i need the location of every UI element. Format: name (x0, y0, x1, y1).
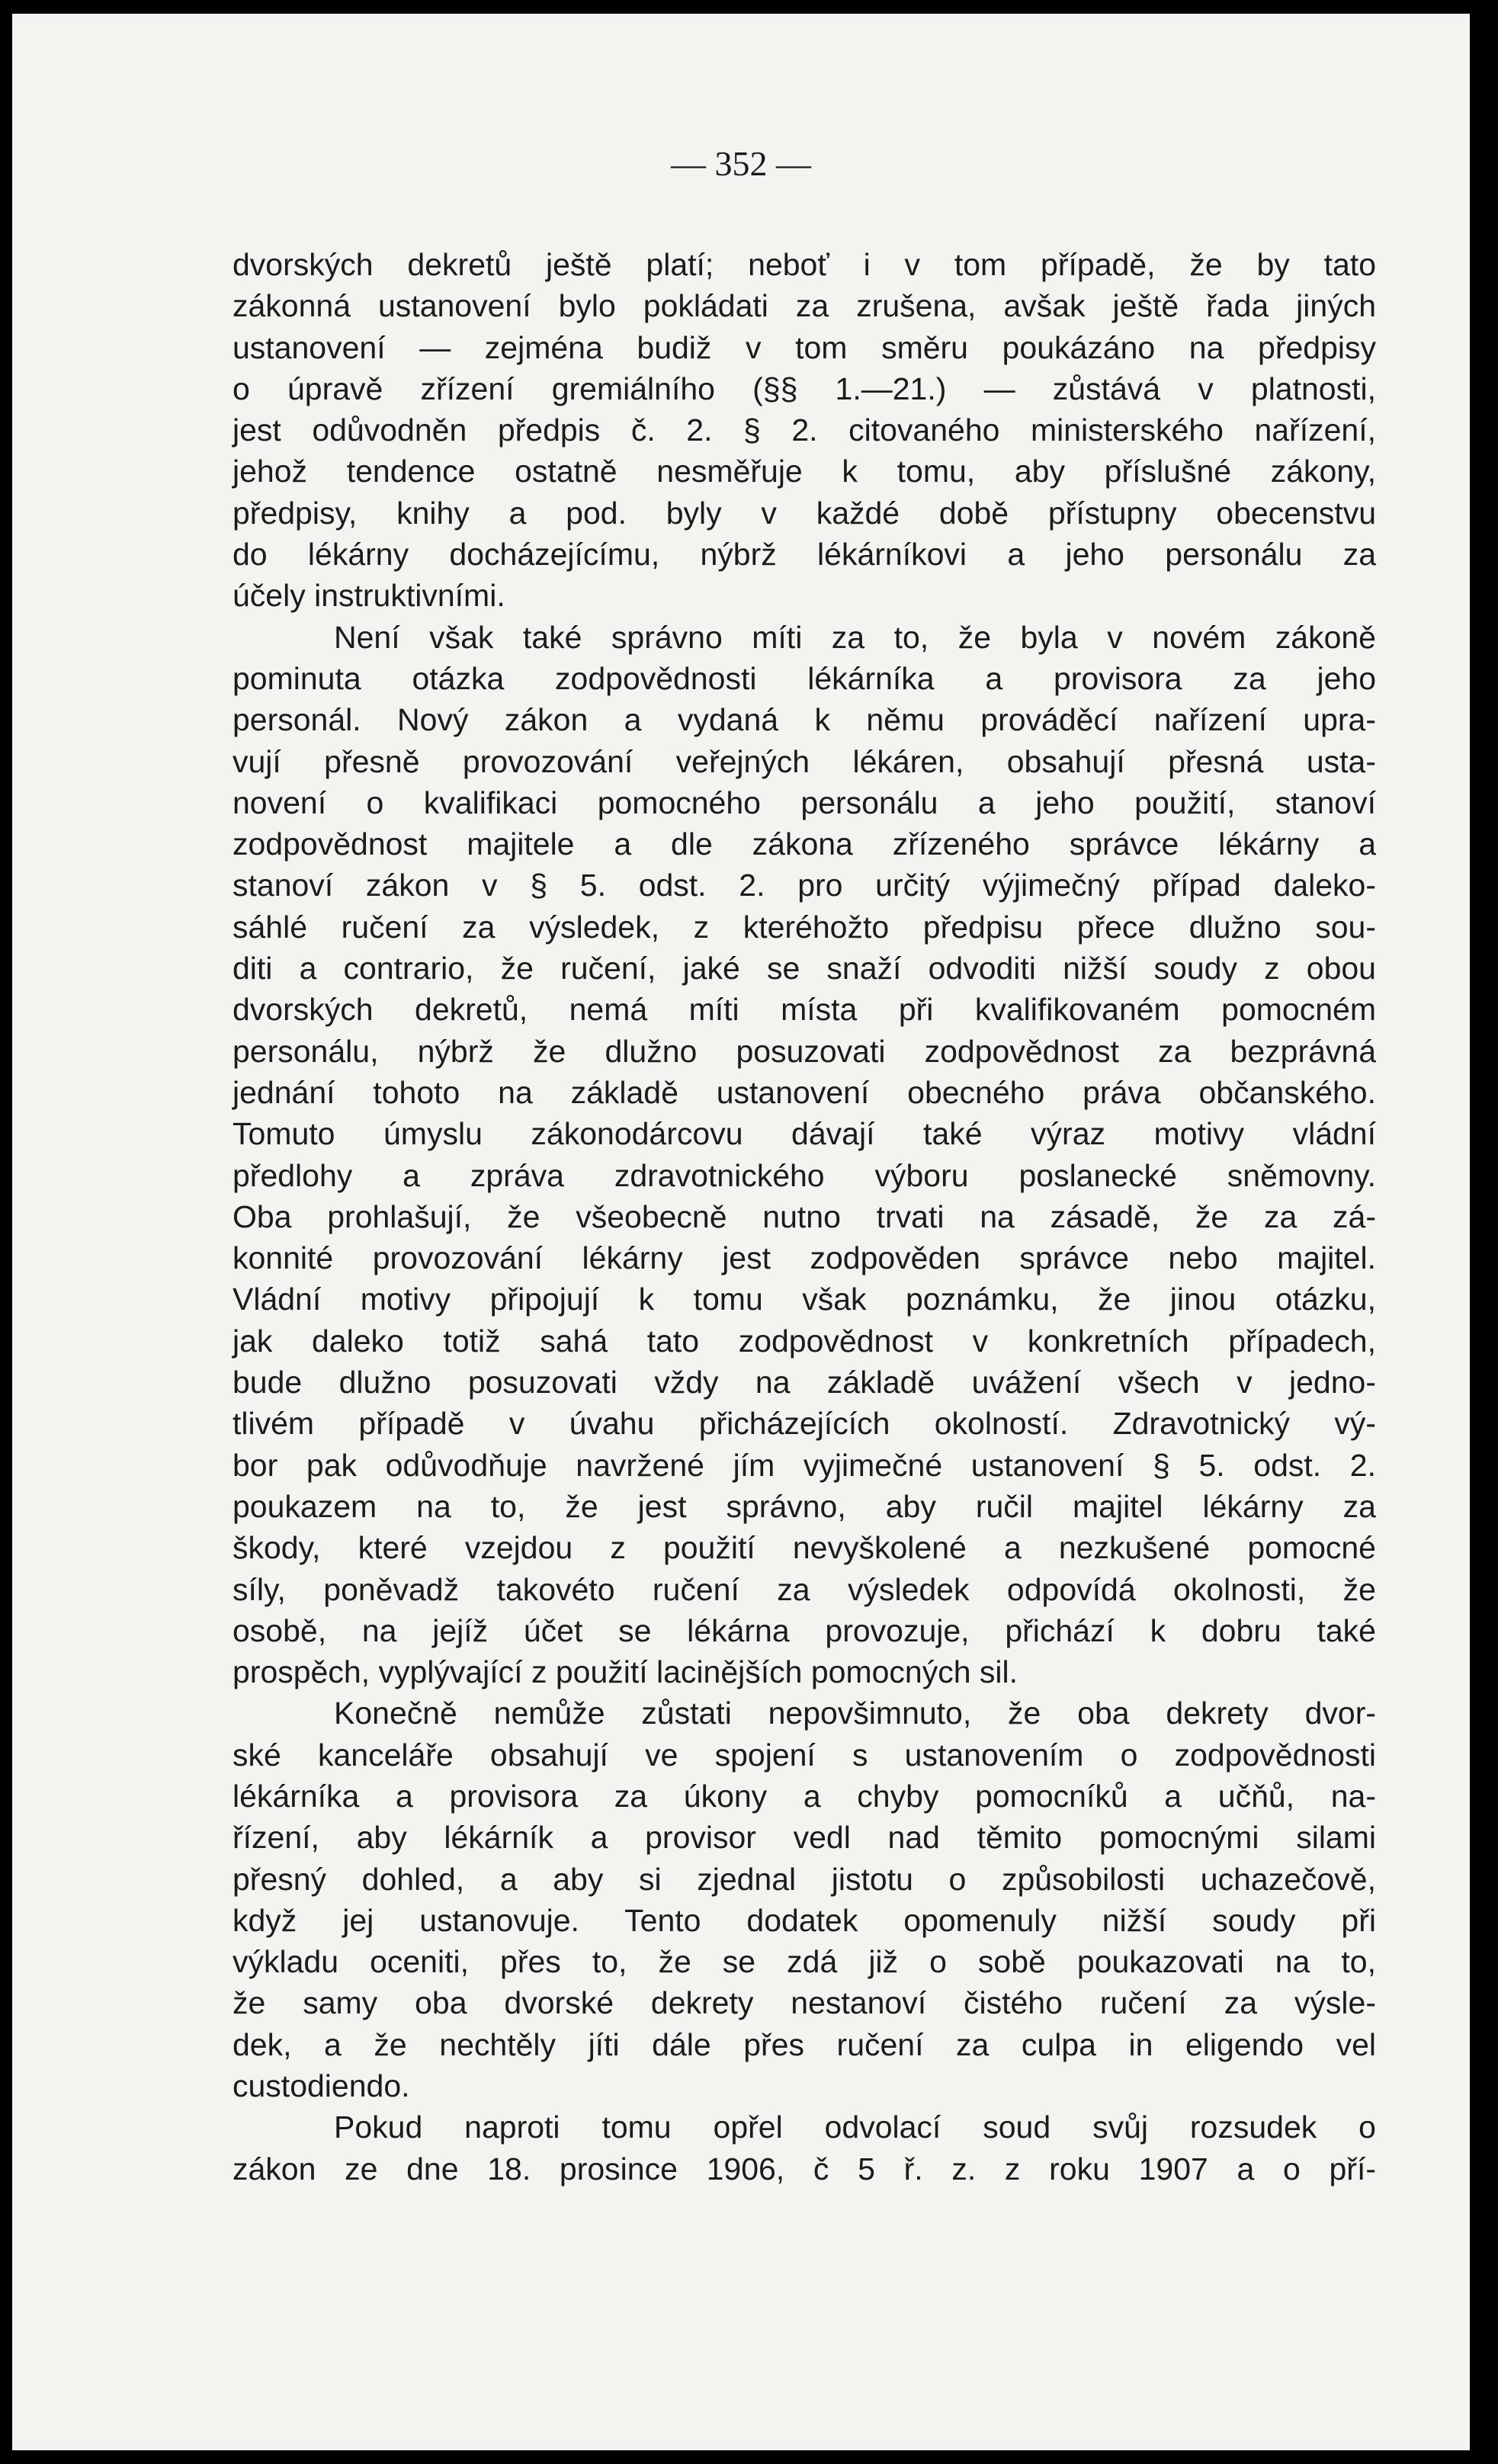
text-line: Oba prohlašují, že všeobecně nutno trvati na zásadě, že za zá- (233, 1198, 1376, 1234)
text-line: řízení, aby lékárník a provisor vedl nad těmito pomocnými silami (233, 1820, 1376, 1856)
text-line: lékárníka a provisora za úkony a chyby pomocníků a učňů, na- (233, 1778, 1376, 1814)
text-line: do lékárny docházejícímu, nýbrž lékárníkovi a jeho personálu za (233, 537, 1376, 573)
text-line: Tomuto úmyslu zákonodárcovu dávají také výraz motivy vládní (233, 1116, 1376, 1152)
text-line: osobě, na jejíž účet se lékárna provozuje, přichází k dobru také (233, 1612, 1376, 1648)
text-line: o úpravě zřízení gremiálního (§§ 1.—21.) — zůstává v platnosti, (233, 371, 1376, 406)
text-line: diti a contrario, že ručení, jaké se snaží odvoditi nižší soudy z obou (233, 951, 1376, 987)
text-line: škody, které vzejdou z použití nevyškolené a nezkušené pomocné (233, 1530, 1376, 1566)
text-line: jak daleko totiž sahá tato zodpovědnost v konkretních případech, (233, 1323, 1376, 1359)
text-line: personál. Nový zákon a vydaná k němu prováděcí nařízení upra- (233, 702, 1376, 738)
text-line: poukazem na to, že jest správno, aby ručil majitel lékárny za (233, 1488, 1376, 1524)
text-line: předpisy, knihy a pod. byly v každé době přístupny obecenstvu (233, 495, 1376, 531)
text-line: Konečně nemůže zůstati nepovšimnuto, že oba dekrety dvor- (334, 1696, 1376, 1731)
text-line: Pokud naproti tomu opřel odvolací soud svůj rozsudek o (334, 2109, 1376, 2145)
text-line: účely instruktivními. (233, 578, 505, 614)
text-line: konnité provozování lékárny jest zodpověden správce nebo majitel. (233, 1240, 1376, 1276)
text-line: dvorských dekretů, nemá míti místa při kvalifikovaném pomocném (233, 992, 1376, 1028)
text-line: bude dlužno posuzovati vždy na základě uvážení všech v jedno- (233, 1365, 1376, 1400)
text-line: předlohy a zpráva zdravotnického výboru poslanecké sněmovny. (233, 1157, 1376, 1193)
text-line: stanoví zákon v § 5. odst. 2. pro určitý výjimečný případ daleko- (233, 868, 1376, 903)
body-text (233, 244, 1376, 2190)
text-line: zákon ze dne 18. prosince 1906, č 5 ř. z. z roku 1907 a o pří- (233, 2151, 1376, 2186)
text-line: sáhlé ručení za výsledek, z kteréhožto předpisu přece dlužno sou- (233, 909, 1376, 945)
text-line: tlivém případě v úvahu přicházejících okolností. Zdravotnický vý- (233, 1406, 1376, 1442)
text-line: jednání tohoto na základě ustanovení obecného práva občanského. (233, 1074, 1376, 1110)
text-line: ské kanceláře obsahují ve spojení s ustanovením o zodpovědnosti (233, 1737, 1376, 1773)
text-line: přesný dohled, a aby si zjednal jistotu o způsobilosti uchazečově, (233, 1861, 1376, 1897)
text-line: síly, poněvadž takovéto ručení za výsledek odpovídá okolnosti, že (233, 1571, 1376, 1607)
text-line: jest odůvodněn předpis č. 2. § 2. citovaného ministerského nařízení, (233, 412, 1376, 448)
text-line: jehož tendence ostatně nesměřuje k tomu, aby příslušné zákony, (233, 454, 1376, 489)
text-line: zodpovědnost majitele a dle zákona zřízeného správce lékárny a (233, 826, 1376, 862)
text-line: výkladu oceniti, přes to, že se zdá již o sobě poukazovati na to, (233, 1944, 1376, 1980)
text-line: pominuta otázka zodpovědnosti lékárníka a provisora za jeho (233, 660, 1376, 696)
text-line: novení o kvalifikaci pomocného personálu a jeho použití, stanoví (233, 784, 1376, 820)
text-line: custodiendo. (233, 2068, 410, 2104)
page-number: — 352 — (671, 144, 811, 183)
text-line: prospěch, vyplývající z použití lacinějších pomocných sil. (233, 1654, 1018, 1690)
text-line: Vládní motivy připojují k tomu však poznámku, že jinou otázku, (233, 1282, 1376, 1317)
text-line: ustanovení — zejména budiž v tom směru poukázáno na předpisy (233, 329, 1376, 365)
text-line: personálu, nýbrž že dlužno posuzovati zodpovědnost za bezprávná (233, 1033, 1376, 1069)
book-page (12, 14, 1470, 2450)
text-line: dvorských dekretů ještě platí; neboť i v tom případě, že by tato (233, 247, 1376, 282)
text-line: Není však také správno míti za to, že byla v novém zákoně (334, 619, 1376, 655)
text-line: dek, a že nechtěly jíti dále přes ručení za culpa in eligendo vel (233, 2026, 1376, 2062)
text-line: že samy oba dvorské dekrety nestanoví čistého ručení za výsle- (233, 1985, 1376, 2021)
text-line: když jej ustanovuje. Tento dodatek opomenuly nižší soudy při (233, 1902, 1376, 1938)
text-line: zákonná ustanovení bylo pokládati za zrušena, avšak ještě řada jiných (233, 288, 1376, 324)
text-line: bor pak odůvodňuje navržené jím vyjimečné ustanovení § 5. odst. 2. (233, 1447, 1376, 1483)
text-line: vují přesně provozování veřejných lékáren, obsahují přesná usta- (233, 743, 1376, 779)
